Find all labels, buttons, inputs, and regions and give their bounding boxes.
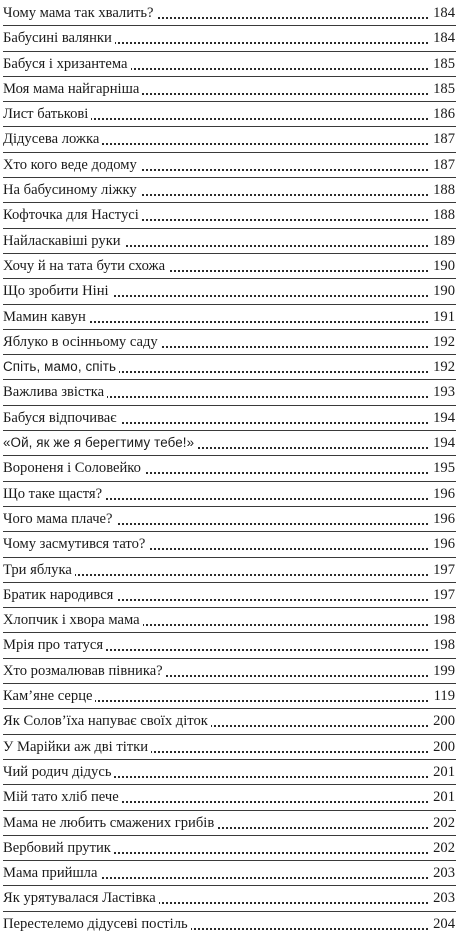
toc-entry [3,102,456,127]
toc-entry-page-number: 194 [429,431,456,455]
toc-entry-page-number: 193 [429,380,456,404]
toc-entry [3,229,456,254]
toc-entry [3,507,456,532]
toc-entry-title: Хто кого веде додому [3,157,140,173]
toc-entry-page-number: 188 [429,203,456,227]
toc-entry-title: Як урятувалася Ластівка [3,890,159,906]
toc-entry-page-number: 203 [429,886,456,910]
toc-entry-title: Важлива звістка [3,384,107,400]
toc-entry-page-number: 202 [429,811,456,835]
toc-entry [3,127,456,152]
toc-entry-title: Мрія про татуся [3,637,106,653]
toc-entry [3,254,456,279]
toc-entry-title: Братик народився [3,587,116,603]
toc-entry-page-number: 200 [429,735,456,759]
toc-entry-title: Чий родич дідусь [3,764,114,780]
toc-entry-title: Найласкавіші руки [3,233,124,249]
toc-entry [3,912,456,936]
toc-entry [3,811,456,836]
toc-entry-title: Мій тато хліб пече [3,789,122,805]
toc-entry-page-number: 184 [429,1,456,25]
toc-entry [3,203,456,228]
toc-entry-title: Як Солов’їха напуває своїх діток [3,713,211,729]
toc-entry-page-number: 184 [429,26,456,50]
toc-entry [3,380,456,405]
toc-entry-page-number: 187 [429,153,456,177]
toc-entry-page-number: 119 [430,684,456,708]
toc-entry [3,153,456,178]
toc-entry-page-number: 196 [429,482,456,506]
toc-entry [3,760,456,785]
toc-entry-title: Чого мама плаче? [3,511,116,527]
toc-entry-title: Яблуко в осінньому саду [3,334,161,350]
toc-entry-page-number: 201 [429,760,456,784]
toc-entry-title: Вербовий прутик [3,840,114,856]
toc-entry-title: Що зробити Ніні [3,283,112,299]
toc-entry-title: Перестелемо дідусеві постіль [3,916,191,932]
toc-entry-title: Мама прийшла [3,865,100,881]
toc-entry [3,558,456,583]
toc-entry [3,456,456,481]
toc-entry [3,532,456,557]
toc-entry [3,305,456,330]
toc-entry-page-number: 192 [429,355,456,379]
toc-entry [3,659,456,684]
toc-entry-page-number: 199 [429,659,456,683]
toc-entry-page-number: 185 [429,52,456,76]
toc-entry-title: Хочу й на тата бути схожа [3,258,168,274]
toc-entry [3,26,456,51]
toc-entry-page-number: 192 [429,330,456,354]
toc-entry-title: Вороненя і Соловейко [3,460,144,476]
toc-entry-page-number: 189 [429,229,456,253]
toc-entry-page-number: 188 [429,178,456,202]
toc-entry-title: Кам’яне серце [3,688,95,704]
toc-entry-page-number: 185 [429,77,456,101]
toc-entry-title: Мама не любить смажених грибів [3,815,217,831]
toc-entry-title: Спіть, мамо, спіть [3,359,119,374]
toc-entry [3,1,456,26]
toc-entry [3,355,456,380]
toc-entry-page-number: 198 [429,633,456,657]
toc-entry [3,836,456,861]
toc-entry-page-number: 190 [429,254,456,278]
toc-entry-title: Лист батькові [3,106,91,122]
toc-entry-title: Чому засмутився тато? [3,536,148,552]
toc-entry-title: «Ой, як же я берегтиму тебе!» [3,435,197,450]
toc-entry-title: Моя мама найгарніша [3,81,142,97]
toc-entry [3,482,456,507]
toc-entry [3,785,456,810]
toc-entry-page-number: 201 [429,785,456,809]
toc-entry-title: На бабусиному ліжку [3,182,140,198]
toc-entry [3,406,456,431]
toc-entry-title: У Марійки аж дві тітки [3,739,151,755]
toc-entry [3,709,456,734]
toc-entry-title: Три яблука [3,562,75,578]
toc-entry-title: Бабуся і хризантема [3,56,131,72]
toc-entry-page-number: 202 [429,836,456,860]
toc-entry-page-number: 196 [429,532,456,556]
toc-entry-title: Що таке щастя? [3,486,105,502]
toc-entry [3,735,456,760]
toc-entry [3,608,456,633]
toc-entry-page-number: 196 [429,507,456,531]
toc-entry-page-number: 204 [429,912,456,936]
toc-entry-page-number: 191 [429,305,456,329]
toc-entry-page-number: 195 [429,456,456,480]
toc-entry [3,52,456,77]
toc-entry [3,886,456,911]
toc-entry [3,330,456,355]
toc-entry-title: Кофточка для Настусі [3,207,142,223]
toc-entry-title: Чому мама так хвалить? [3,5,157,21]
toc-entry-page-number: 203 [429,861,456,885]
toc-entry [3,431,456,456]
toc-entry-title: Хто розмалював півника? [3,663,166,679]
toc-entry [3,633,456,658]
toc-entry-page-number: 190 [429,279,456,303]
toc-entry [3,279,456,304]
toc-entry-title: Дідусева ложка [3,131,102,147]
toc-entry [3,684,456,709]
toc-entry [3,178,456,203]
toc-entry [3,861,456,886]
toc-entry-page-number: 194 [429,406,456,430]
toc-entry-title: Мамин кавун [3,309,89,325]
toc-entry [3,583,456,608]
toc-entry-title: Бабусині валянки [3,30,115,46]
toc-entry-page-number: 197 [429,583,456,607]
toc-entry-page-number: 198 [429,608,456,632]
toc-entry-page-number: 186 [429,102,456,126]
toc-entry-title: Хлопчик і хвора мама [3,612,143,628]
toc-entry-page-number: 197 [429,558,456,582]
toc-entry-page-number: 200 [429,709,456,733]
toc-entry-page-number: 187 [429,127,456,151]
toc-entry [3,77,456,102]
toc-entry-title: Бабуся відпочиває [3,410,120,426]
